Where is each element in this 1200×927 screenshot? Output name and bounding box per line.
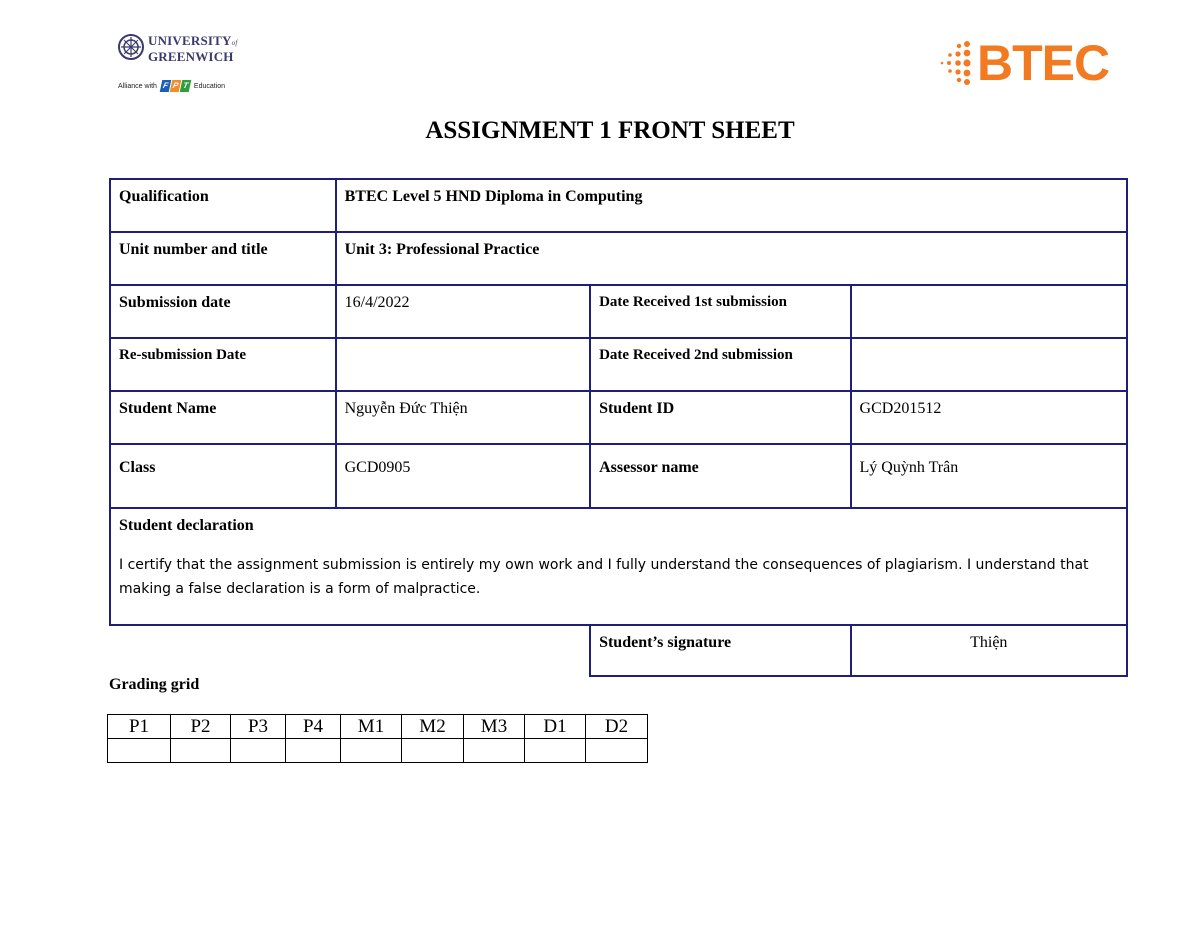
qualification-label: Qualification xyxy=(110,179,336,232)
submission-date-value: 16/4/2022 xyxy=(336,285,590,338)
grade-value-p2 xyxy=(171,739,231,763)
student-name-label: Student Name xyxy=(110,391,336,444)
qualification-row xyxy=(110,179,1127,232)
date-received-2-label: Date Received 2nd submission xyxy=(590,338,850,391)
grade-header-m1: M1 xyxy=(341,715,402,739)
student-name-value: Nguyễn Đức Thiện xyxy=(336,391,590,444)
date-received-2-value xyxy=(851,338,1127,391)
submission-row xyxy=(110,285,1127,338)
grade-header-m3: M3 xyxy=(464,715,525,739)
declaration-row xyxy=(110,508,1127,625)
unit-value: Unit 3: Professional Practice xyxy=(336,232,1127,285)
declaration-heading: Student declaration xyxy=(119,517,254,534)
grade-header-m2: M2 xyxy=(402,715,464,739)
grade-value-d1 xyxy=(525,739,586,763)
class-label: Class xyxy=(110,444,336,508)
fpt-alliance-line: Alliance with F P T Education xyxy=(118,81,226,90)
grade-header-p4: P4 xyxy=(286,715,341,739)
assessor-value: Lý Quỳnh Trân xyxy=(851,444,1127,508)
submission-date-label: Submission date xyxy=(110,285,336,338)
resubmission-row xyxy=(110,338,1127,391)
fpt-logo: F P T xyxy=(161,80,191,92)
grade-value-m2 xyxy=(402,739,464,763)
grade-value-d2 xyxy=(586,739,648,763)
unit-row xyxy=(110,232,1127,285)
btec-wordmark: BTEC xyxy=(977,35,1110,91)
signature-value: Thiện xyxy=(851,625,1127,676)
grade-header-d2: D2 xyxy=(586,715,648,739)
greenwich-wordmark: UNIVERSITYof GREENWICH xyxy=(148,33,238,64)
university-of-greenwich-logo xyxy=(118,34,258,94)
btec-logo xyxy=(937,34,1122,92)
grade-value-m3 xyxy=(464,739,525,763)
grading-grid-label: Grading grid xyxy=(109,676,200,693)
grade-header-d1: D1 xyxy=(525,715,586,739)
grade-header-p3: P3 xyxy=(231,715,286,739)
unit-label: Unit number and title xyxy=(110,232,336,285)
date-received-1-label: Date Received 1st submission xyxy=(590,285,850,338)
class-row xyxy=(110,444,1127,508)
grade-value-m1 xyxy=(341,739,402,763)
resubmission-date-value xyxy=(336,338,590,391)
student-id-label: Student ID xyxy=(590,391,850,444)
student-id-value: GCD201512 xyxy=(851,391,1127,444)
grade-value-p4 xyxy=(286,739,341,763)
page-title: ASSIGNMENT 1 FRONT SHEET xyxy=(425,117,795,144)
grade-value-p3 xyxy=(231,739,286,763)
grading-grid xyxy=(107,714,648,763)
resubmission-date-label: Re-submission Date xyxy=(110,338,336,391)
declaration-cell xyxy=(110,508,1127,625)
assessor-label: Assessor name xyxy=(590,444,850,508)
date-received-1-value xyxy=(851,285,1127,338)
student-row xyxy=(110,391,1127,444)
signature-row xyxy=(110,625,1127,676)
grading-header-row xyxy=(108,715,648,739)
grade-header-p1: P1 xyxy=(108,715,171,739)
greenwich-seal-icon xyxy=(118,34,144,60)
declaration-text: I certify that the assignment submission is entirely my own work and I fully understand the consequences of plagiarism. I understand that making a false declaration is a form of malpractice. xyxy=(119,557,1089,597)
class-value: GCD0905 xyxy=(336,444,590,508)
front-sheet-table xyxy=(109,178,1128,677)
grading-value-row xyxy=(108,739,648,763)
signature-spacer xyxy=(110,625,590,676)
grade-header-p2: P2 xyxy=(171,715,231,739)
grade-value-p1 xyxy=(108,739,171,763)
btec-dots-icon xyxy=(937,38,975,90)
signature-label: Student’s signature xyxy=(590,625,850,676)
qualification-value: BTEC Level 5 HND Diploma in Computing xyxy=(336,179,1127,232)
